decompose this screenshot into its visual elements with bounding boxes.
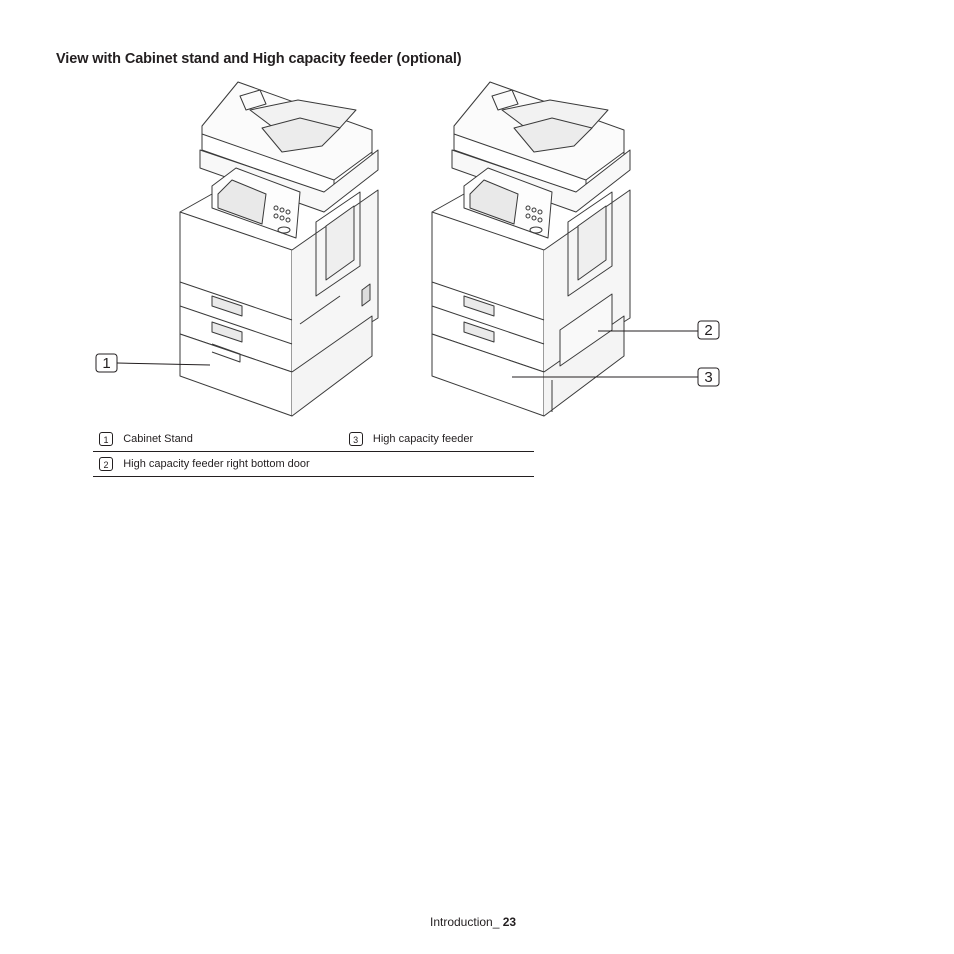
legend-number-badge: 1 [99, 432, 113, 446]
legend-label: High capacity feeder [372, 433, 474, 445]
section-heading: View with Cabinet stand and High capacity feeder (optional) [56, 51, 462, 67]
callout-3-number: 3 [704, 369, 713, 386]
legend-label: High capacity feeder right bottom door [123, 458, 310, 470]
printer-with-cabinet-stand [180, 82, 378, 416]
page-number: 23 [502, 915, 517, 929]
callout-2-number: 2 [704, 322, 713, 339]
legend-table [93, 427, 534, 477]
callout-1-number: 1 [102, 355, 111, 372]
legend-row [93, 427, 534, 452]
page-footer [430, 915, 516, 929]
legend-row [93, 452, 534, 477]
legend-number-badge: 2 [99, 457, 113, 471]
legend-number-badge: 3 [349, 432, 363, 446]
footer-section-label: Introduction_ [430, 915, 500, 929]
printer-with-high-capacity-feeder [432, 82, 630, 416]
printer-illustration [80, 70, 760, 430]
legend-label: Cabinet Stand [123, 433, 193, 445]
